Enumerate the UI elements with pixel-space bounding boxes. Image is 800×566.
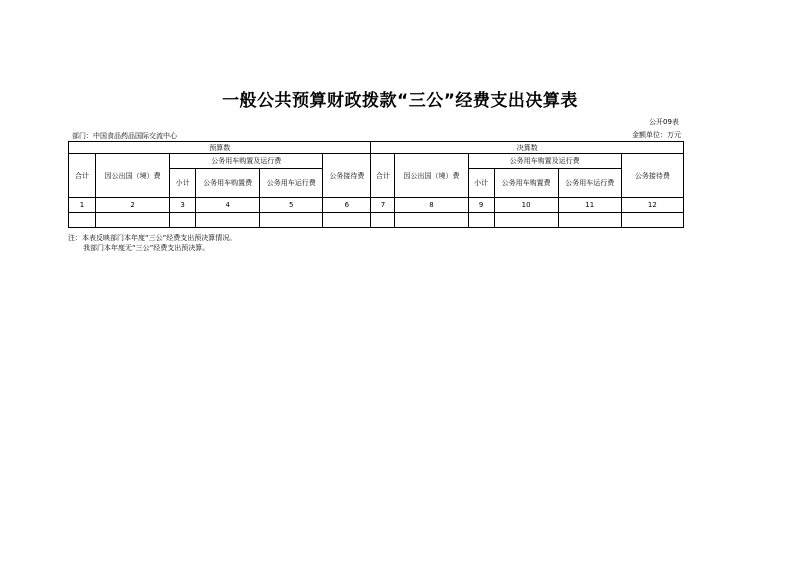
data-cell	[468, 213, 494, 228]
final-header: 决算数	[371, 142, 684, 154]
budget-subtotal-header: 小计	[170, 169, 196, 198]
column-number: 12	[621, 198, 683, 213]
final-vehicle-purchase-header: 公务用车购置费	[494, 169, 558, 198]
budget-reception-header: 公务接待费	[323, 154, 371, 198]
data-cell	[371, 213, 395, 228]
budget-header: 预算数	[69, 142, 371, 154]
column-number: 9	[468, 198, 494, 213]
data-cell	[323, 213, 371, 228]
data-cell	[96, 213, 170, 228]
note-line: 我部门本年度无“三公”经费支出预决算。	[83, 244, 210, 252]
budget-total-header: 合计	[69, 154, 96, 198]
data-cell	[395, 213, 468, 228]
data-cell	[170, 213, 196, 228]
column-number: 6	[323, 198, 371, 213]
final-abroad-header: 因公出国（境）费	[395, 154, 468, 198]
note-line: 注：本表反映部门本年度“三公”经费支出预决算情况。	[68, 234, 237, 242]
budget-vehicle-group-header: 公务用车购置及运行费	[170, 154, 323, 169]
data-cell	[69, 213, 96, 228]
final-vehicle-operation-header: 公务用车运行费	[558, 169, 621, 198]
column-number: 7	[371, 198, 395, 213]
column-number: 1	[69, 198, 96, 213]
column-number-row	[69, 198, 684, 213]
column-number: 3	[170, 198, 196, 213]
data-cell	[196, 213, 260, 228]
three-public-expenses-table	[68, 141, 684, 228]
column-number: 11	[558, 198, 621, 213]
budget-vehicle-purchase-header: 公务用车购置费	[196, 169, 260, 198]
data-cell	[621, 213, 683, 228]
column-number: 10	[494, 198, 558, 213]
data-cell	[260, 213, 323, 228]
amount-unit-label: 金额单位：万元	[632, 131, 681, 139]
final-total-header: 合计	[371, 154, 395, 198]
budget-abroad-header: 因公出国（境）费	[96, 154, 170, 198]
form-number: 公开09表	[649, 118, 679, 126]
data-row	[69, 213, 684, 228]
final-vehicle-group-header: 公务用车购置及运行费	[468, 154, 621, 169]
table-notes	[68, 233, 236, 253]
department-label: 部门：中国食品药品国际交流中心	[72, 132, 177, 140]
page-title: 一般公共预算财政拨款“三公”经费支出决算表	[222, 91, 578, 111]
budget-vehicle-operation-header: 公务用车运行费	[260, 169, 323, 198]
final-subtotal-header: 小计	[468, 169, 494, 198]
column-number: 5	[260, 198, 323, 213]
column-number: 2	[96, 198, 170, 213]
column-number: 4	[196, 198, 260, 213]
data-cell	[558, 213, 621, 228]
data-cell	[494, 213, 558, 228]
final-reception-header: 公务接待费	[621, 154, 683, 198]
column-number: 8	[395, 198, 468, 213]
